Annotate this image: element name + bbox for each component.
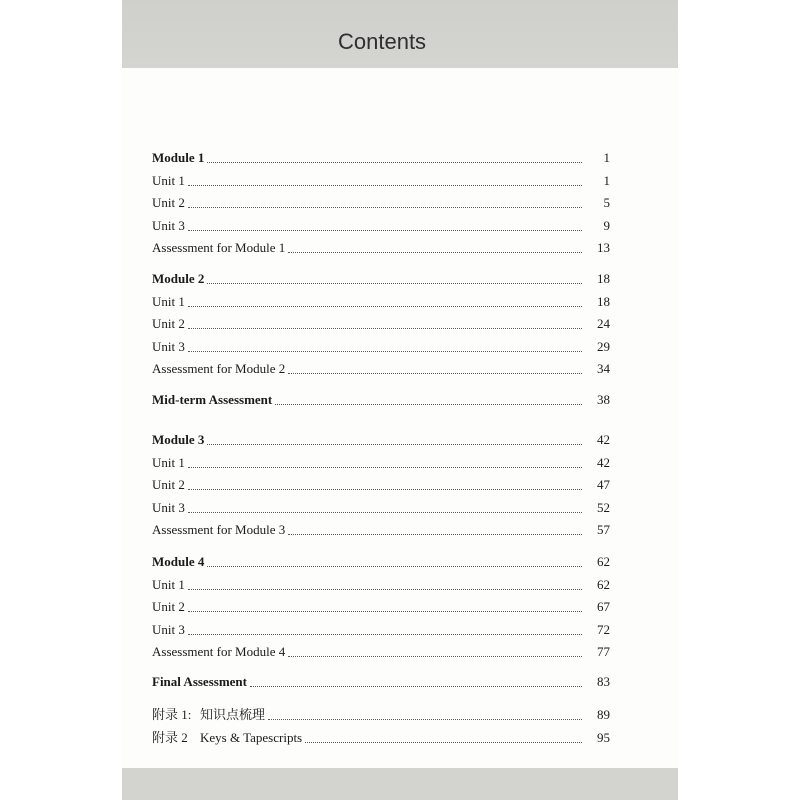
toc-page-number: 62 — [597, 554, 610, 569]
toc-entry-label: Module 4 — [152, 554, 205, 569]
dot-leader — [305, 742, 582, 743]
toc-entry — [152, 574, 610, 597]
toc-entry-label: Unit 1 — [152, 454, 185, 470]
toc-page-number: 57 — [597, 522, 610, 537]
dot-leader — [207, 283, 582, 284]
toc-page-number: 72 — [597, 621, 610, 637]
toc-entry-label: Unit 1 — [152, 576, 185, 592]
toc-entry-label: Module 2 — [152, 271, 205, 286]
toc-entry-label: Module 1 — [152, 150, 205, 165]
dot-leader — [188, 467, 582, 468]
page-title: Contents — [338, 29, 427, 54]
toc-entry — [152, 619, 610, 642]
toc-entry — [152, 519, 610, 542]
toc-group — [152, 268, 610, 381]
toc-page-number: 5 — [603, 195, 610, 210]
dot-leader — [188, 351, 582, 352]
table-of-contents — [152, 147, 610, 749]
toc-entry — [152, 727, 610, 750]
toc-entry — [152, 170, 610, 193]
toc-section-entry — [152, 389, 610, 412]
toc-page-number: 38 — [597, 392, 610, 407]
toc-entry-label: 知识点梳理 — [200, 707, 266, 722]
toc-page-number: 13 — [597, 240, 610, 255]
toc-page-number: 67 — [597, 599, 610, 614]
toc-group — [152, 429, 610, 542]
toc-entry-label: Unit 1 — [152, 172, 185, 188]
toc-page-number: 77 — [597, 644, 610, 659]
dot-leader — [188, 634, 582, 635]
toc-page-number: 95 — [597, 729, 610, 745]
toc-section-entry — [152, 671, 610, 694]
toc-group — [152, 671, 610, 694]
dot-leader — [207, 162, 582, 163]
toc-entry-prefix: 附录 1: — [152, 707, 192, 722]
toc-group — [152, 551, 610, 664]
toc-page-number: 29 — [597, 338, 610, 354]
toc-entry-prefix: 附录 2 — [152, 729, 188, 745]
toc-entry-label: Unit 2 — [152, 477, 185, 492]
toc-section-entry — [152, 551, 610, 574]
dot-leader — [288, 373, 582, 374]
dot-leader — [188, 230, 582, 231]
dot-leader — [288, 252, 582, 253]
toc-page-number: 62 — [597, 576, 610, 592]
book-page — [122, 0, 678, 800]
toc-page-number: 34 — [597, 361, 610, 376]
toc-page-number: 47 — [597, 477, 610, 492]
toc-entry — [152, 596, 610, 619]
dot-leader — [188, 611, 582, 612]
toc-entry — [152, 291, 610, 314]
toc-entry-label: Keys & Tapescripts — [200, 729, 303, 745]
toc-entry-label: Unit 3 — [152, 217, 185, 233]
toc-entry-label: Unit 1 — [152, 293, 185, 309]
toc-group — [152, 147, 610, 260]
dot-leader — [188, 512, 582, 513]
toc-entry — [152, 313, 610, 336]
toc-entry — [152, 358, 610, 381]
toc-entry-label: Final Assessment — [152, 674, 247, 689]
dot-leader — [288, 534, 582, 535]
toc-section-entry — [152, 268, 610, 291]
toc-section-entry — [152, 429, 610, 452]
toc-entry-label: Unit 3 — [152, 499, 185, 515]
toc-entry-label: Unit 3 — [152, 338, 185, 354]
dot-leader — [188, 306, 582, 307]
toc-section-entry — [152, 147, 610, 170]
toc-page-number: 89 — [597, 707, 610, 722]
toc-page-number: 24 — [597, 316, 610, 331]
toc-entry-label: Assessment for Module 3 — [152, 522, 286, 537]
toc-entry — [152, 704, 610, 727]
dot-leader — [275, 404, 582, 405]
toc-group — [152, 704, 610, 749]
toc-entry — [152, 237, 610, 260]
toc-page-number: 18 — [597, 271, 610, 286]
toc-entry-label: Unit 2 — [152, 316, 185, 331]
toc-entry — [152, 497, 610, 520]
toc-page-number: 42 — [597, 432, 610, 447]
toc-page-number: 42 — [597, 454, 610, 470]
toc-entry-label: Mid-term Assessment — [152, 392, 273, 407]
toc-entry-label: Unit 2 — [152, 599, 185, 614]
toc-entry — [152, 215, 610, 238]
toc-entry-label: Assessment for Module 4 — [152, 644, 286, 659]
toc-entry-label: Unit 2 — [152, 195, 185, 210]
toc-entry — [152, 641, 610, 664]
toc-entry — [152, 452, 610, 475]
toc-page-number: 18 — [597, 293, 610, 309]
dot-leader — [207, 444, 582, 445]
toc-page-number: 52 — [597, 499, 610, 515]
header-band — [122, 0, 678, 68]
dot-leader — [268, 719, 582, 720]
toc-page-number: 83 — [597, 674, 610, 689]
dot-leader — [188, 185, 582, 186]
toc-entry-label: Module 3 — [152, 432, 205, 447]
dot-leader — [207, 566, 582, 567]
dot-leader — [188, 207, 582, 208]
dot-leader — [188, 589, 582, 590]
toc-page-number: 1 — [603, 172, 610, 188]
toc-entry-label: Unit 3 — [152, 621, 185, 637]
toc-entry — [152, 336, 610, 359]
dot-leader — [188, 328, 582, 329]
toc-page-number: 1 — [603, 150, 610, 165]
toc-page-number: 9 — [603, 217, 610, 233]
toc-group — [152, 389, 610, 412]
dot-leader — [288, 656, 582, 657]
toc-entry-label: Assessment for Module 2 — [152, 361, 286, 376]
footer-band — [122, 768, 678, 800]
dot-leader — [188, 489, 582, 490]
toc-entry — [152, 192, 610, 215]
dot-leader — [250, 686, 582, 687]
toc-entry-label: Assessment for Module 1 — [152, 240, 286, 255]
toc-entry — [152, 474, 610, 497]
